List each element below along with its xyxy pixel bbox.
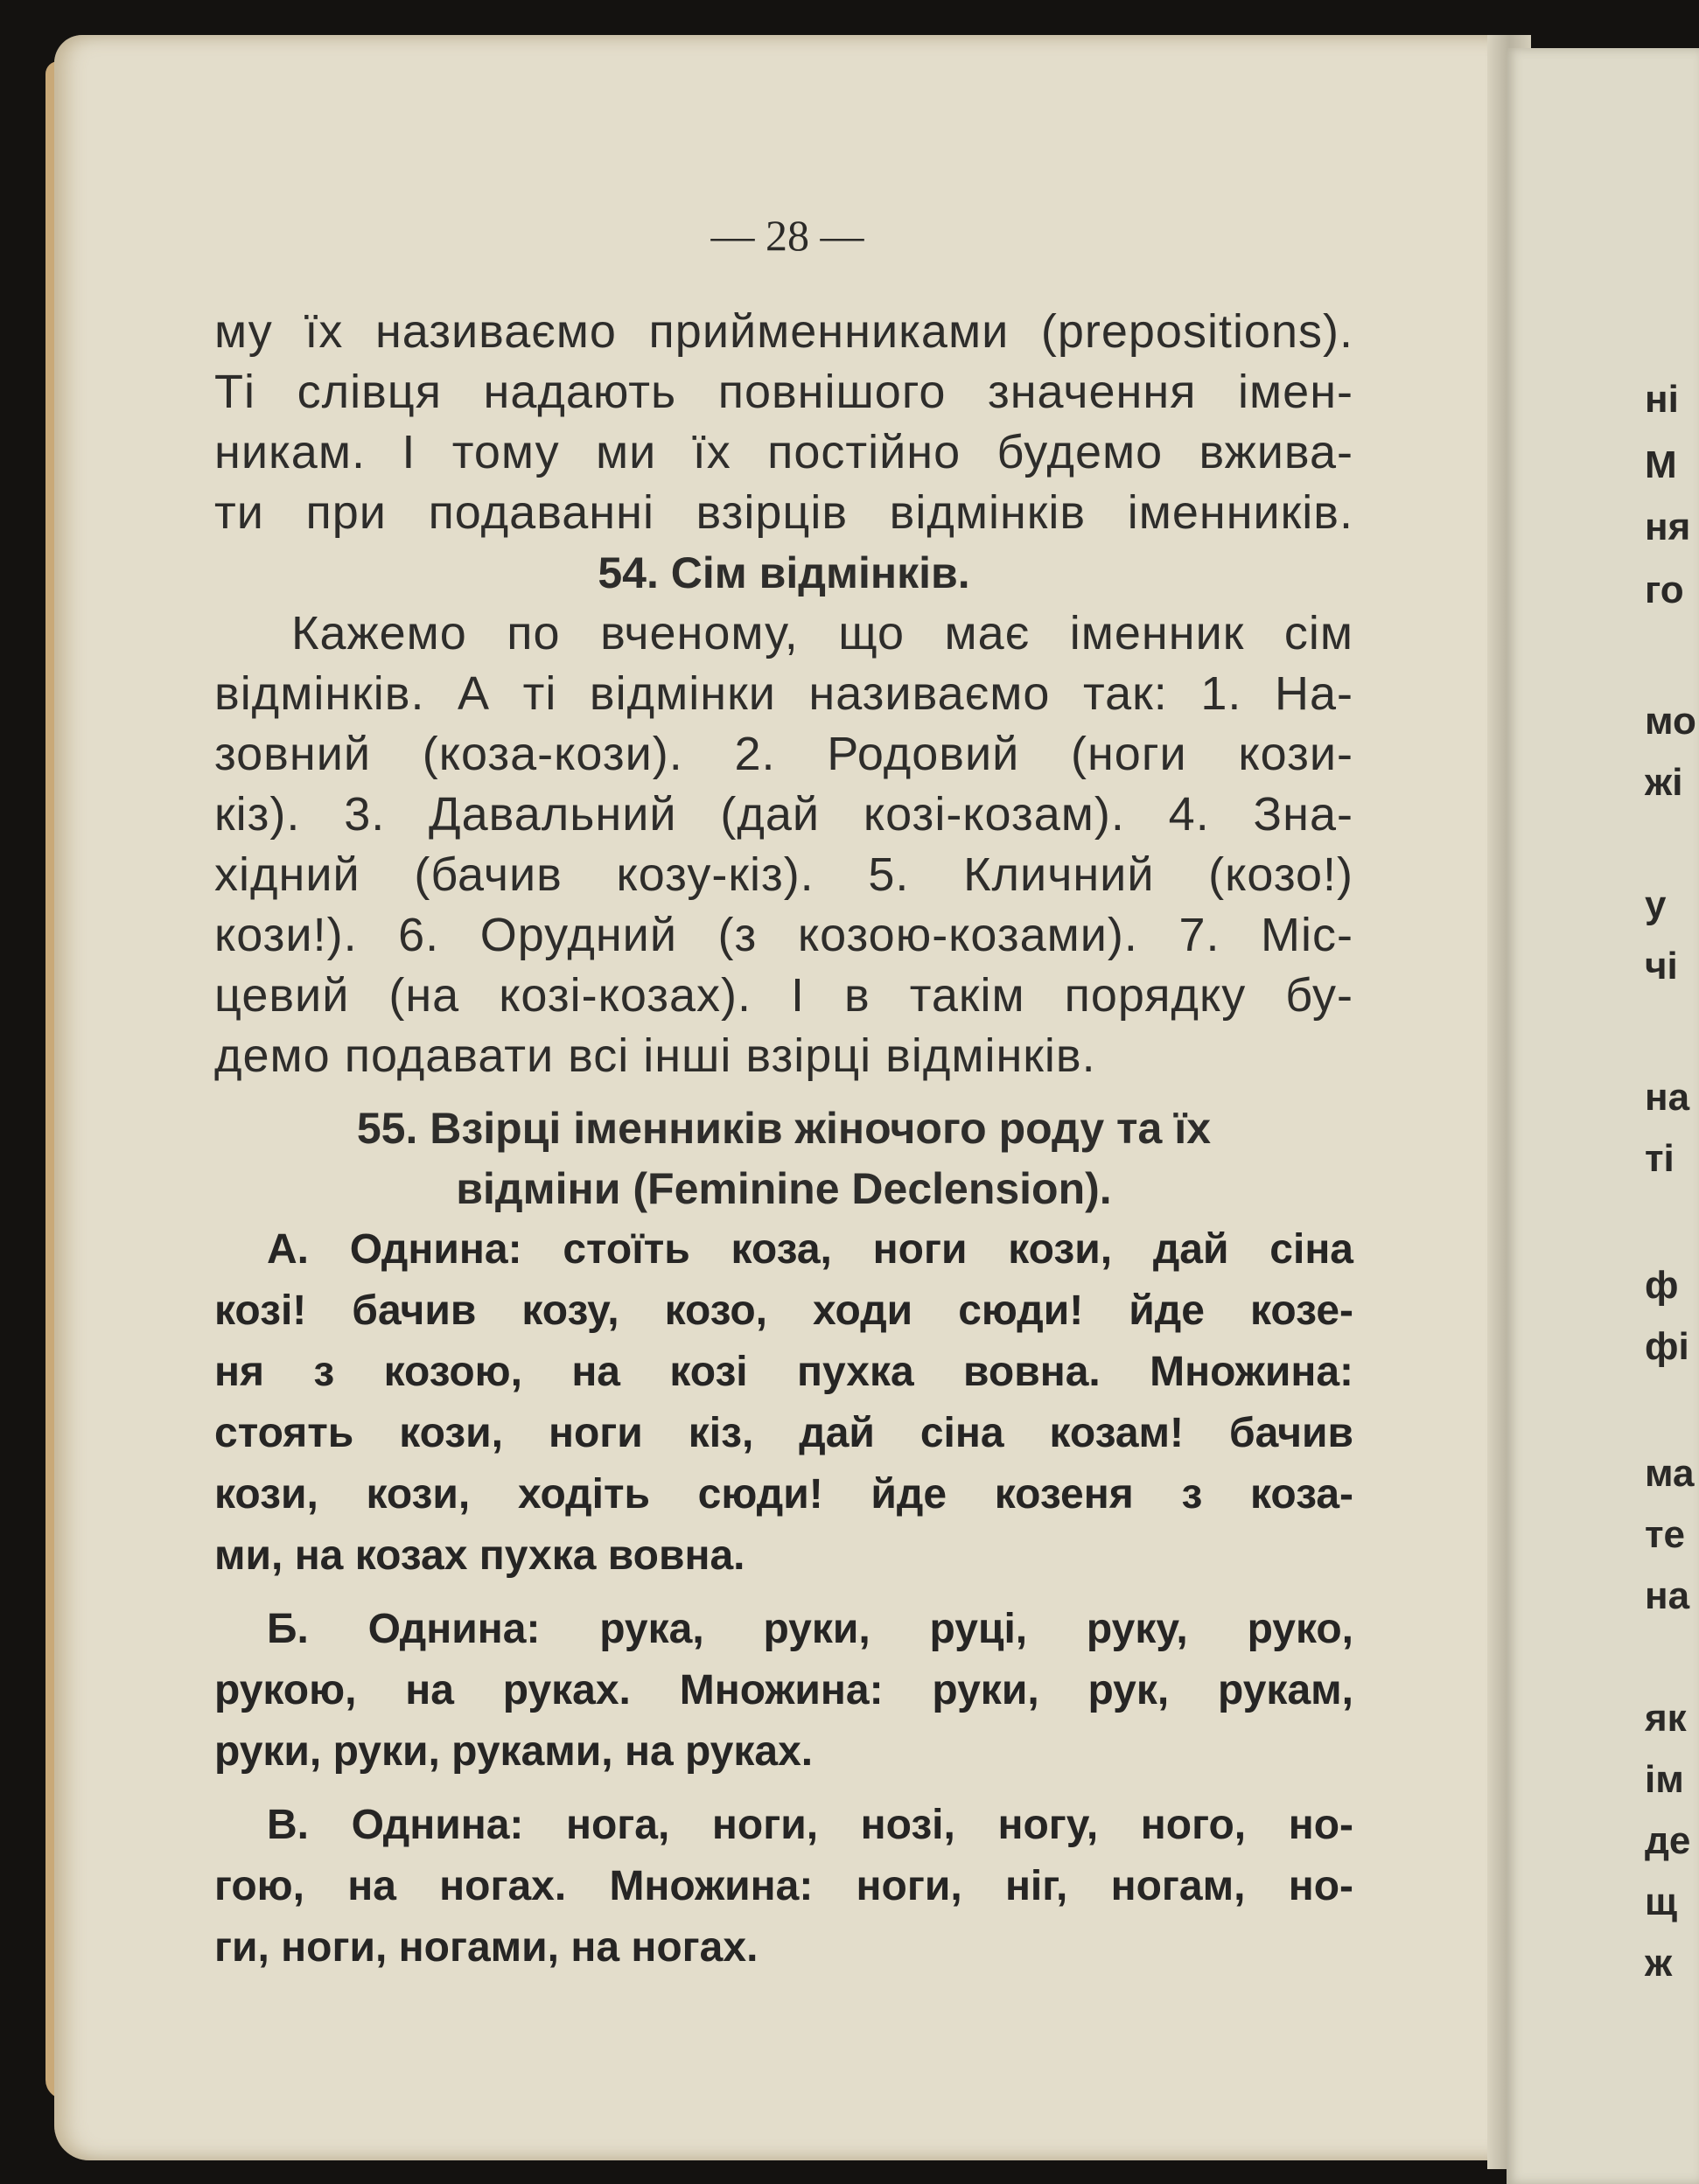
text-line: хідний (бачив козу-кіз). 5. Кличний (козо!)	[214, 848, 1353, 901]
right-page-fragment: ж	[1645, 1942, 1673, 1985]
example-line: ня з козою, на козі пухка вовна. Множина:	[214, 1349, 1353, 1395]
right-page-fragment: ма	[1645, 1452, 1695, 1495]
text-line: Ті слівця надають повнішого значення імен-	[214, 366, 1353, 418]
section-heading-55: 55. Взірці іменників жіночого роду та їх	[356, 1104, 1212, 1153]
right-page-fragment: те	[1645, 1513, 1686, 1556]
right-page-fragment: на	[1645, 1076, 1690, 1119]
right-page-fragment: ф	[1645, 1264, 1679, 1307]
example-line: козі! бачив козу, козо, ходи сюди! йде козе-	[214, 1287, 1353, 1334]
example-line: рукою, на руках. Множина: руки, рук, рукам,	[214, 1667, 1353, 1713]
right-page-fragment: як	[1645, 1697, 1687, 1740]
example-line: стоять кози, ноги кіз, дай сіна козам! бачив	[214, 1410, 1353, 1456]
right-page-fragment: го	[1645, 569, 1684, 611]
example-line: В. Однина: нога, ноги, нозі, ногу, ного, но-	[267, 1802, 1353, 1848]
right-page-fragment: ті	[1645, 1137, 1675, 1180]
text-line: ти при подаванні взірців відмінків іменників.	[214, 486, 1353, 539]
right-page-fragment: ня	[1645, 506, 1691, 548]
right-page-fragment: мо	[1645, 700, 1696, 743]
text-line: цевий (на козі-козах). І в такім порядку бу-	[214, 969, 1353, 1022]
page-number: — 28 —	[710, 211, 864, 260]
right-page-fragment: де	[1645, 1819, 1691, 1862]
text-line: му їх називаємо прийменниками (prepositions).	[214, 305, 1353, 358]
right-page-fragment: ні	[1645, 378, 1679, 421]
right-page-fragment: щ	[1645, 1880, 1678, 1923]
text-line: зовний (коза-кози). 2. Родовий (ноги кози-	[214, 728, 1353, 780]
section-heading-55-line-2: відміни (Feminine Declension).	[456, 1164, 1112, 1213]
page-text	[214, 302, 1353, 1978]
text-line: демо подавати всі інші взірці відмінків.	[214, 1029, 1096, 1082]
right-page-fragment: на	[1645, 1574, 1690, 1617]
right-page-fragment: М	[1645, 443, 1677, 486]
example-line: А. Однина: стоїть коза, ноги кози, дай сіна	[267, 1226, 1353, 1273]
right-page-fragment: у	[1645, 883, 1667, 926]
section-heading-54: 54. Сім відмінків.	[598, 548, 970, 597]
example-line: ги, ноги, ногами, на ногах.	[214, 1924, 759, 1971]
text-line: никам. І тому ми їх постійно будемо вжива-	[214, 426, 1353, 478]
text-line: Кажемо по вченому, що має іменник сім	[291, 607, 1353, 659]
right-page-fragment: чі	[1645, 945, 1678, 987]
text-line: відмінків. А ті відмінки називаємо так: 1. На-	[214, 667, 1353, 720]
example-line: руки, руки, руками, на руках.	[214, 1728, 814, 1775]
right-page-fragment: фі	[1645, 1325, 1689, 1368]
example-line: Б. Однина: рука, руки, руці, руку, руко,	[267, 1606, 1353, 1652]
text-line: кози!). 6. Орудний (з козою-козами). 7. Міс-	[214, 909, 1353, 961]
example-line: гою, на ногах. Множина: ноги, ніг, ногам, но-	[214, 1863, 1353, 1909]
example-line: ми, на козах пухка вовна.	[214, 1532, 745, 1579]
example-line: кози, кози, ходіть сюди! йде козеня з коза-	[214, 1471, 1353, 1518]
right-page-fragment: жі	[1645, 761, 1683, 804]
text-line: кіз). 3. Давальний (дай козі-козам). 4. Зна-	[214, 788, 1353, 841]
right-page-fragment: ім	[1645, 1758, 1684, 1801]
